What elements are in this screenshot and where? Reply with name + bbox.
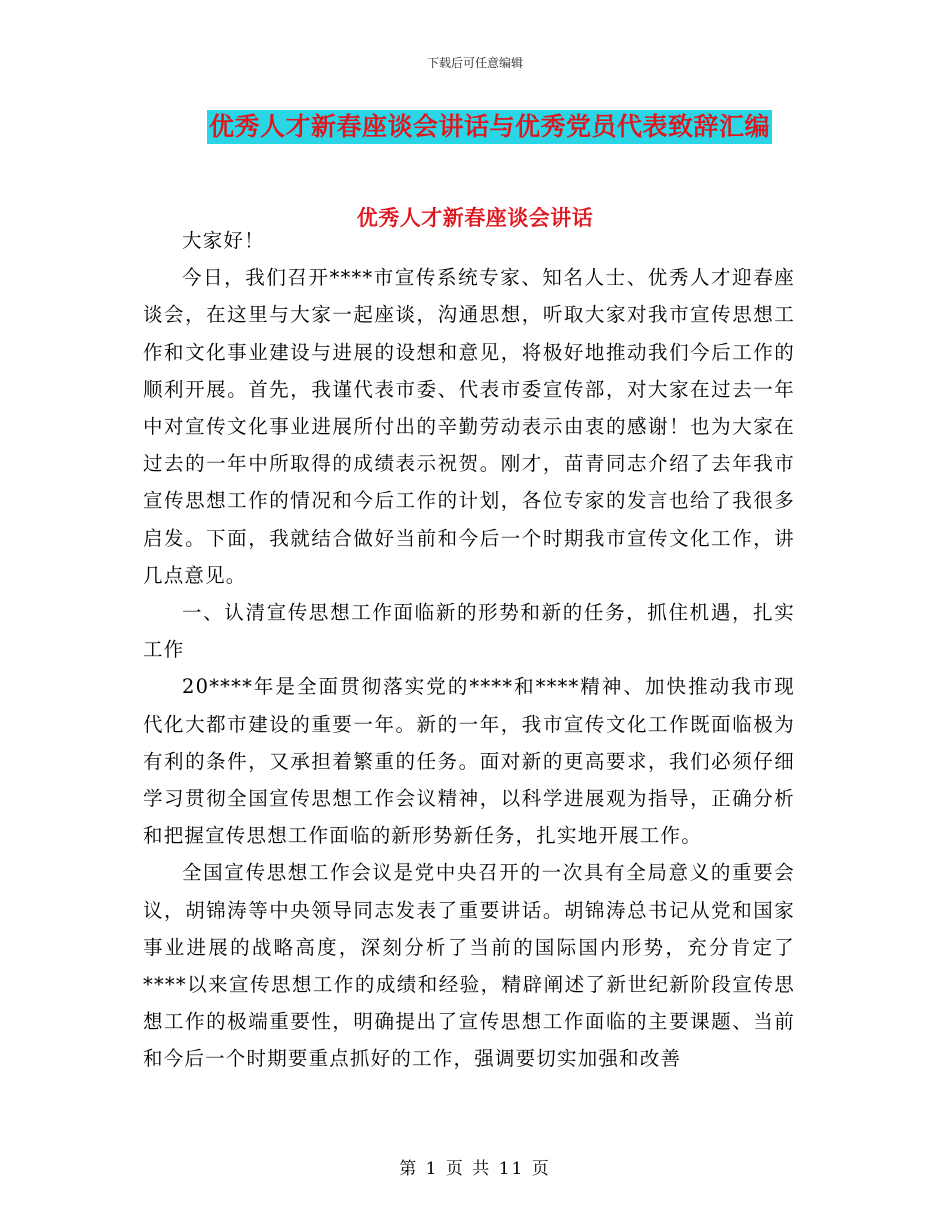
document-title: 优秀人才新春座谈会讲话与优秀党员代表致辞汇编 — [207, 110, 772, 144]
page-number-footer: 第 1 页 共 11 页 — [399, 1159, 551, 1179]
paragraph-conference: 全国宣传思想工作会议是党中央召开的一次具有全局意义的重要会议，胡锦涛等中央领导同志发表了重要讲话。胡锦涛总书记从党和国家事业进展的战略高度，深刻分析了当前的国际国内形势，充分肯定了****以来宣传思想工作的成绩和经验，精辟阐述了新世纪新阶段宣传思想工作的极端重要性，明确提出了宣传思想工作面临的主要课题、当前和今后一个时期要重点抓好的工作，强调要切实加强和改善 — [143, 861, 795, 1071]
header-note: 下载后可任意编辑 — [426, 56, 523, 70]
paragraph-greeting: 大家好！ — [182, 229, 265, 252]
section-title: 优秀人才新春座谈会讲话 — [356, 205, 594, 230]
paragraph-new-year: 20****年是全面贯彻落实党的****和****精神、加快推动我市现代化大都市建设的重要一年。新的一年，我市宣传文化工作既面临极为有利的条件，又承担着繁重的任务。面对新的更高要求，我们必须仔细学习贯彻全国宣传思想工作会议精神，以科学进展观为指导，正确分析和把握宣传思想工作面临的新形势新任务，扎实地开展工作。 — [143, 675, 795, 848]
paragraph-intro: 今日，我们召开****市宣传系统专家、知名人士、优秀人才迎春座谈会，在这里与大家一起座谈，沟通思想，听取大家对我市宣传思想工作和文化事业建设与进展的设想和意见，将极好地推动我们今后工作的顺利开展。首先，我谨代表市委、代表市委宣传部，对大家在过去一年中对宣传文化事业进展所付出的辛勤劳动表示由衷的感谢！也为大家在过去的一年中所取得的成绩表示祝贺。刚才，苗青同志介绍了去年我市宣传思想工作的情况和今后工作的计划，各位专家的发言也给了我很多启发。下面，我就结合做好当前和今后一个时期我市宣传文化工作，讲几点意见。 — [143, 266, 795, 587]
paragraph-heading-one: 一、认清宣传思想工作面临新的形势和新的任务，抓住机遇，扎实工作 — [143, 601, 795, 662]
body-text — [143, 222, 795, 1078]
